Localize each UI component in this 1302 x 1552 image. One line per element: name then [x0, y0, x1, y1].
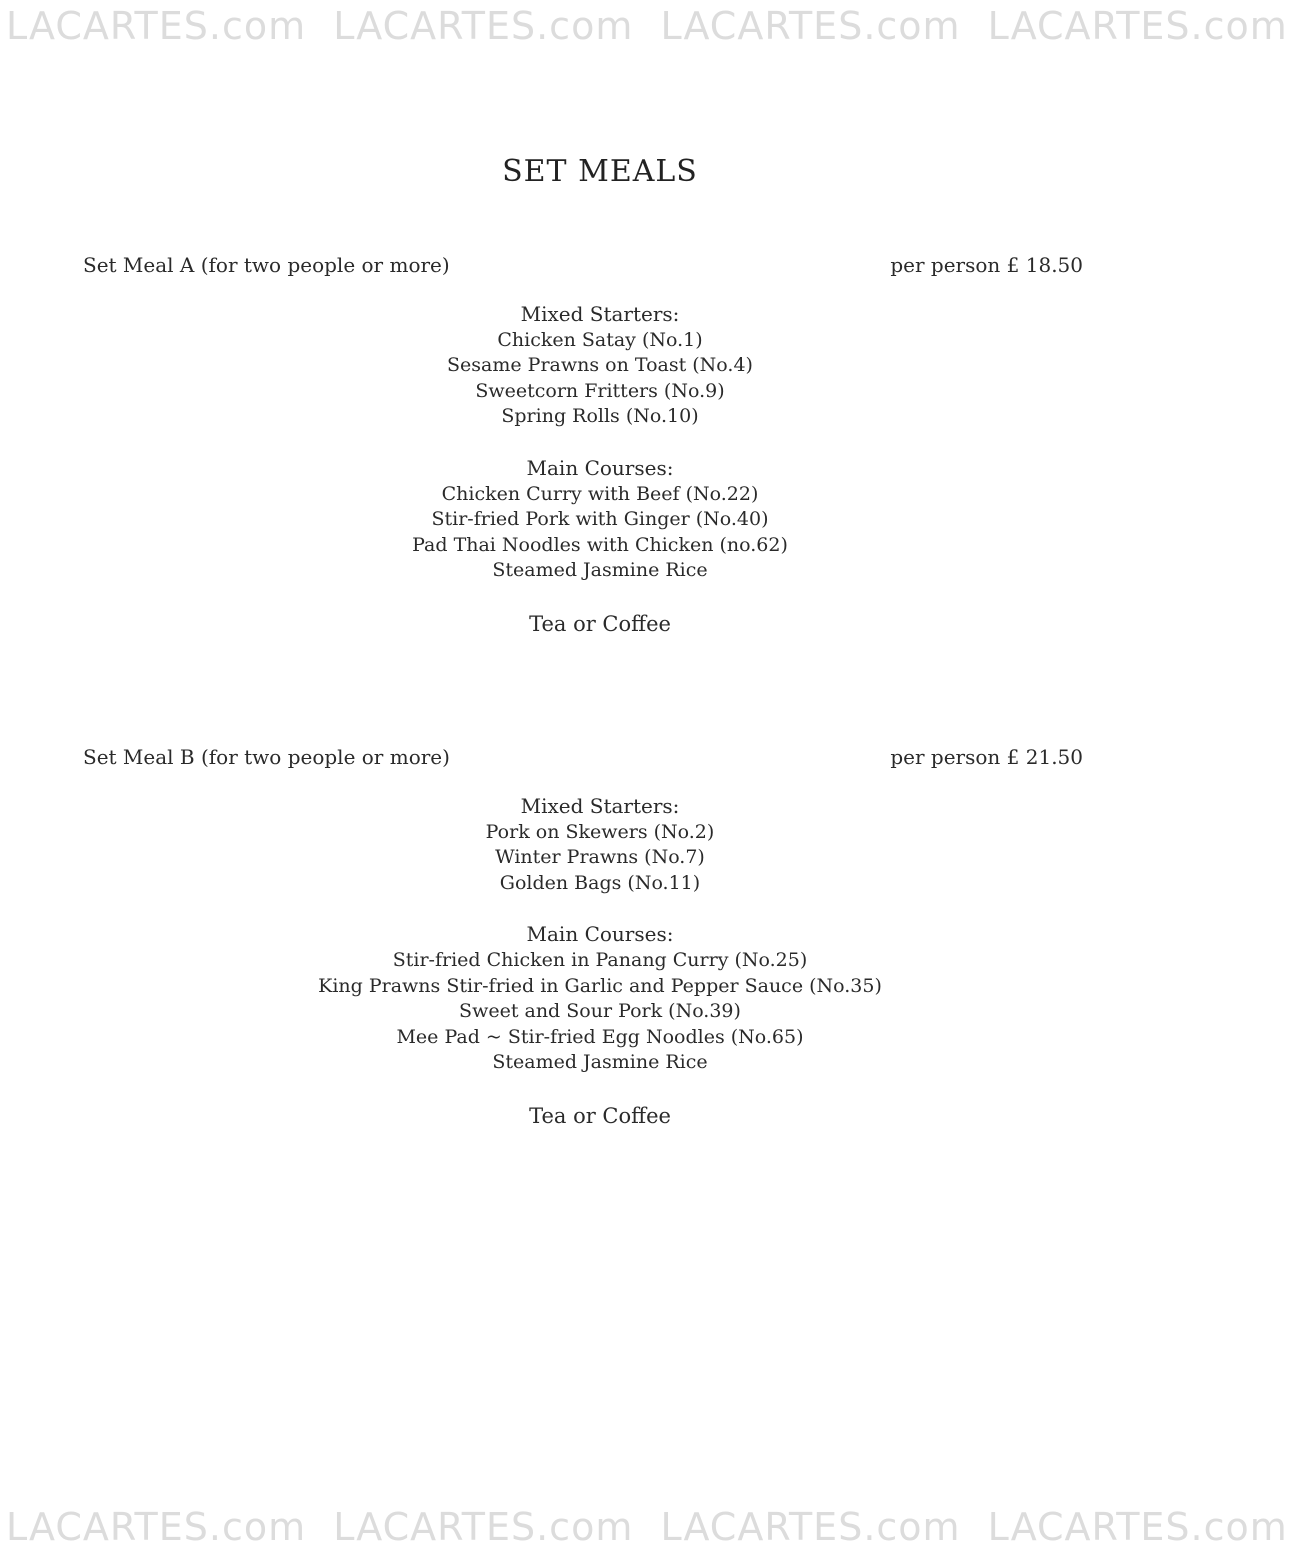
- mains-section: [0, 456, 1200, 584]
- menu-item: Stir-fried Chicken in Panang Curry (No.25): [392, 948, 808, 971]
- watermark-text: LACARTES.com: [660, 4, 961, 48]
- starters-section: [0, 794, 1200, 896]
- drink-option: Tea or Coffee: [529, 1103, 671, 1128]
- menu-item: Pad Thai Noodles with Chicken (no.62): [412, 533, 788, 556]
- mains-section: [0, 922, 1200, 1076]
- meal-name: Set Meal B (for two people or more): [83, 745, 450, 769]
- watermark-text: LACARTES.com: [6, 1505, 307, 1549]
- starters-section: [0, 302, 1200, 430]
- watermark-text: LACARTES.com: [987, 4, 1288, 48]
- starters-title: Mixed Starters:: [520, 794, 680, 818]
- watermark-top: [6, 2, 1288, 50]
- meal-header: [0, 742, 1200, 772]
- meal-body: [0, 794, 1200, 1130]
- set-meal-b: [0, 742, 1200, 1130]
- drink-option: Tea or Coffee: [529, 611, 671, 636]
- watermark-text: LACARTES.com: [333, 4, 634, 48]
- page-title: SET MEALS: [502, 154, 698, 189]
- menu-item: Steamed Jasmine Rice: [492, 559, 708, 582]
- watermark-bottom: [6, 1503, 1288, 1551]
- mains-title: Main Courses:: [526, 922, 674, 947]
- menu-item: Chicken Curry with Beef (No.22): [441, 482, 759, 505]
- menu-item: Sweetcorn Fritters (No.9): [475, 379, 725, 402]
- meal-price: per person £ 18.50: [890, 253, 1083, 277]
- menu-item: Steamed Jasmine Rice: [492, 1051, 708, 1074]
- menu-item: Pork on Skewers (No.2): [485, 820, 715, 843]
- watermark-text: LACARTES.com: [660, 1505, 961, 1549]
- meal-price: per person £ 21.50: [890, 745, 1083, 769]
- menu-item: Winter Prawns (No.7): [495, 846, 705, 869]
- watermark-text: LACARTES.com: [333, 1505, 634, 1549]
- meal-header: [0, 250, 1200, 280]
- mains-title: Main Courses:: [526, 455, 674, 480]
- meal-name: Set Meal A (for two people or more): [83, 253, 450, 277]
- set-meal-a: [0, 250, 1200, 638]
- menu-item: King Prawns Stir-fried in Garlic and Pepper Sauce (No.35): [318, 974, 882, 997]
- starters-title: Mixed Starters:: [520, 302, 680, 326]
- menu-item: Sesame Prawns on Toast (No.4): [447, 354, 753, 377]
- menu-item: Sweet and Sour Pork (No.39): [459, 1000, 741, 1023]
- menu-item: Mee Pad ~ Stir-fried Egg Noodles (No.65): [396, 1025, 804, 1048]
- menu-item: Spring Rolls (No.10): [501, 405, 699, 428]
- menu-item: Stir-fried Pork with Ginger (No.40): [431, 508, 769, 531]
- watermark-text: LACARTES.com: [987, 1505, 1288, 1549]
- watermark-text: LACARTES.com: [6, 4, 307, 48]
- menu-item: Chicken Satay (No.1): [497, 328, 703, 351]
- meal-body: [0, 302, 1200, 638]
- menu-item: Golden Bags (No.11): [499, 871, 701, 894]
